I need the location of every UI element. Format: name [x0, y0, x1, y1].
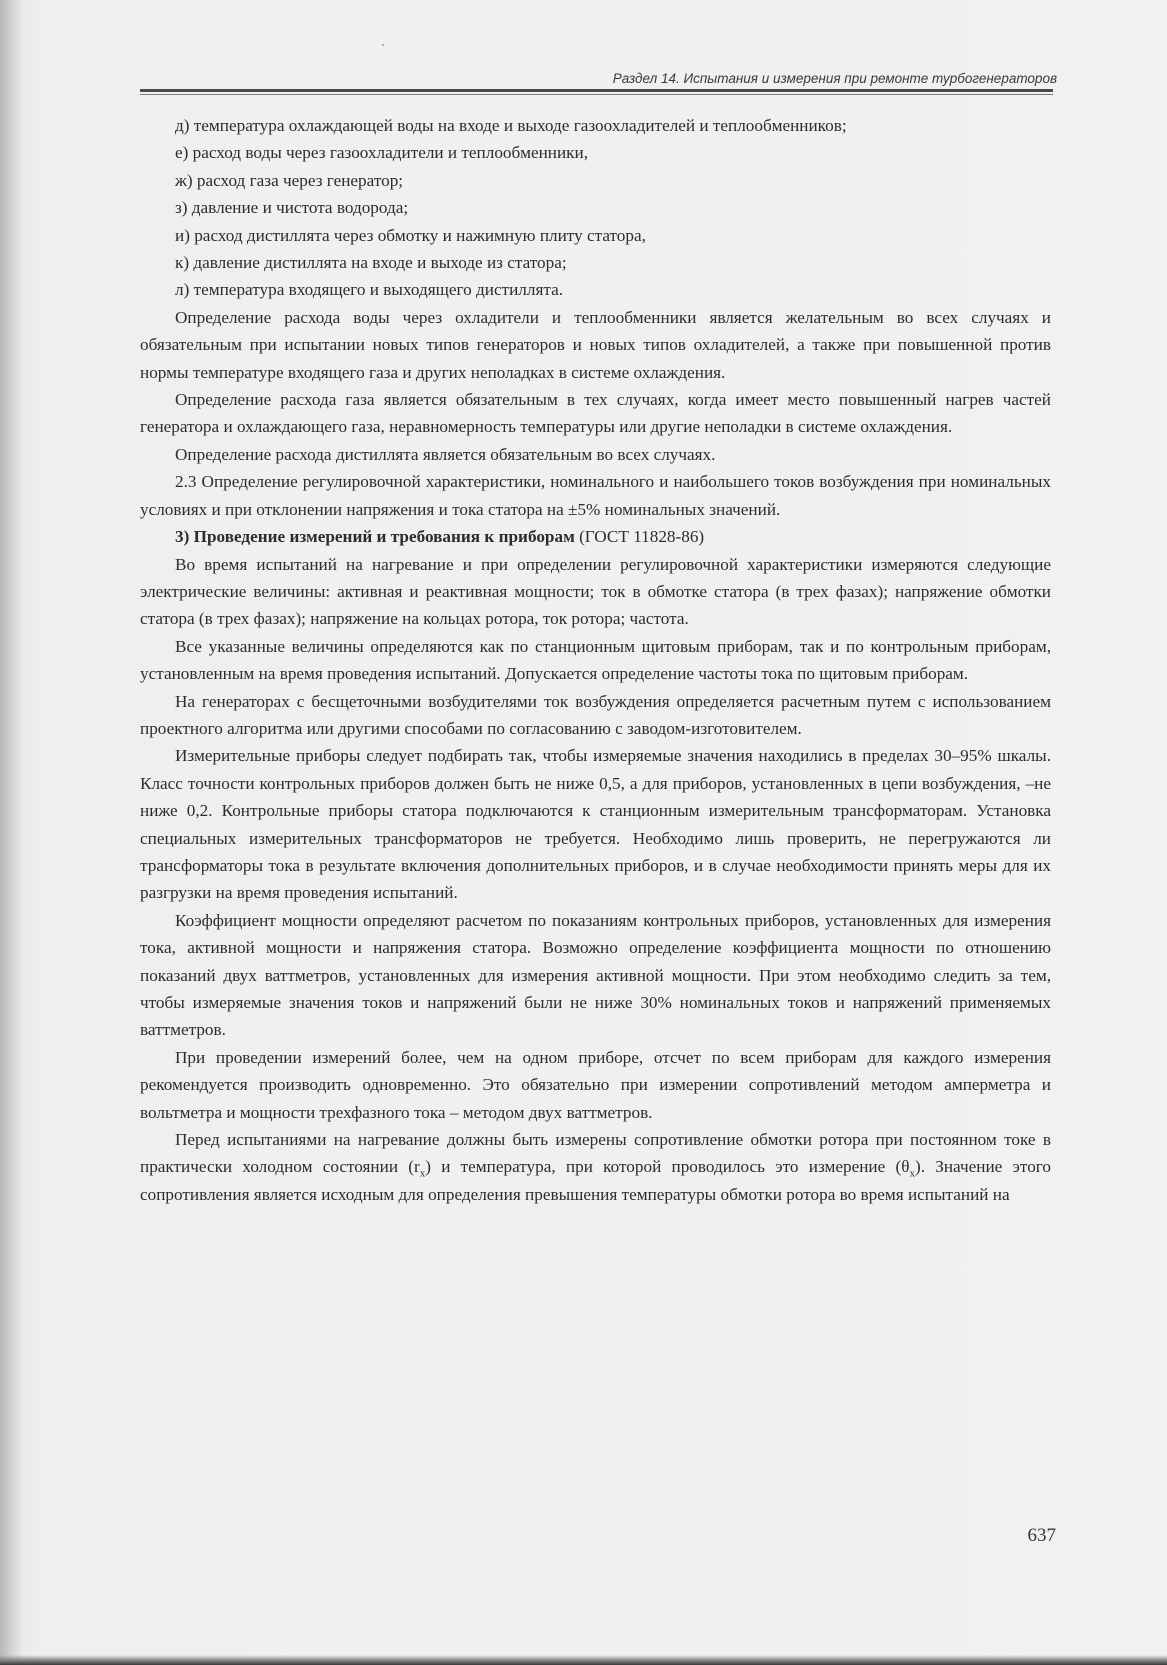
scan-speck [382, 44, 384, 46]
paragraph-rotor-resistance: Перед испытаниями на нагревание должны быть измерены сопротивление обмотки ротора при постоянном токе в практически холодном состоянии $(r_х)$ и температура, при которой проводилось это измерение $(\theta_х)$. Значение этого сопротивления является исходным для определения превышения температуры обмотки ротора во время испытаний на [140, 1130, 1052, 1204]
paragraph-simultaneous-reading: При проведении измерений более, чем на одном приборе, отсчет по всем приборам для каждого измерения рекомендуется производить одновременно. Это обязательно при измерении сопротивлений методом амперметра и вольтметра и мощности трехфазного тока – методом двух ваттметров. [140, 1047, 1051, 1122]
paragraph-measured-quantities: Во время испытаний на нагревание и при определении регулировочной характеристики измеряются следующие электрические величины: активная и реактивная мощности; ток в обмотке статора (в трех фазах); напряжение обмотки статора (в трех фазах); напряжение на кольцах ротора, ток ротора; частота. [140, 554, 1051, 629]
page-body [140, 112, 1051, 1208]
paragraph-instrument-selection: Измерительные приборы следует подбирать так, чтобы измеряемые значения находились в пределах 30–95% шкалы. Класс точности контрольных приборов должен быть не ниже 0,5, а для приборов, установленных в цепи возбуждения, –не ниже 0,2. Контрольные приборы статора подключаются к станционным измерительным трансформаторам. Установка специальных измерительных трансформаторов не требуется. Необходимо лишь проверить, не перегружаются ли трансформаторы тока в результате включения дополнительных приборов, и в случае необходимости принять меры для их разгрузки на время проведения испытаний. [140, 746, 1051, 903]
binding-shadow [0, 0, 22, 1665]
page-number: 637 [1027, 1525, 1056, 1546]
list-item-l: л) температура входящего и выходящего дистиллята. [175, 280, 564, 300]
header-rule [140, 89, 1053, 92]
paragraph-power-factor: Коэффициент мощности определяют расчетом по показаниям контрольных приборов, установленных для измерения тока, активной мощности и напряжения статора. Возможно определение коэффициента мощности по отношению показаний двух ваттметров, установленных для измерения активной мощности. При этом необходимо следить за тем, чтобы измеряемые значения токов и напряжений были не ниже 30% номинальных токов и напряжений применяемых ваттметров. [140, 910, 1051, 1040]
paragraph-water-flow: Определение расхода воды через охладители и теплообменники является желательным во всех случаях и обязательным при испытании новых типов генераторов и новых типов охладителей, а также при повышенной против нормы температуре входящего газа и других неполадках в системе охлаждения. [140, 307, 1051, 382]
list-item-d: д) температура охлаждающей воды на входе и выходе газоохладителей и теплообменников; [175, 116, 847, 135]
section-heading [140, 523, 1051, 550]
paragraph-2-3: 2.3 Определение регулировочной характеристики, номинального и наибольшего токов возбуждения при номинальных условиях и при отклонении напряжения и тока статора на ±5% номинальных значений. [140, 472, 1051, 519]
paragraph-gas-flow: Определение расхода газа является обязательным в тех случаях, когда имеет место повышенный нагрев частей генератора и охлаждающего газа, неравномерность температуры или другие неполадки в системе охлаждения. [140, 390, 1051, 437]
section-heading-standard: (ГОСТ 11828-86) [574, 527, 705, 547]
list-item-e: е) расход воды через газоохладители и теплообменники, [175, 143, 589, 163]
header-rule-thin [140, 94, 1053, 95]
section-heading-title: 3) Проведение измерений и требования к приборам [175, 527, 575, 547]
page-bottom-edge [0, 1655, 1167, 1665]
paragraph-brushless: На генераторах с бесщеточными возбудителями ток возбуждения определяется расчетным путем с использованием проектного алгоритма или другими способами по согласованию с заводом-изготовителем. [140, 691, 1051, 738]
paragraph-distillate-flow: Определение расхода дистиллята является обязательным во всех случаях. [175, 444, 716, 464]
list-item-z: з) давление и чистота водорода; [175, 198, 409, 218]
paragraph-instruments: Все указанные величины определяются как по станционным щитовым приборам, так и по контрольным приборам, установленным на время проведения испытаний. Допускается определение частоты тока по щитовым приборам. [140, 636, 1051, 684]
list-item-k: к) давление дистиллята на входе и выходе из статора; [175, 253, 567, 273]
list-item-i: и) расход дистиллята через обмотку и нажимную плиту статора, [175, 225, 646, 245]
list-item-zh: ж) расход газа через генератор; [175, 170, 404, 190]
running-header: Раздел 14. Испытания и измерения при ремонте турбогенераторов [612, 71, 1057, 86]
